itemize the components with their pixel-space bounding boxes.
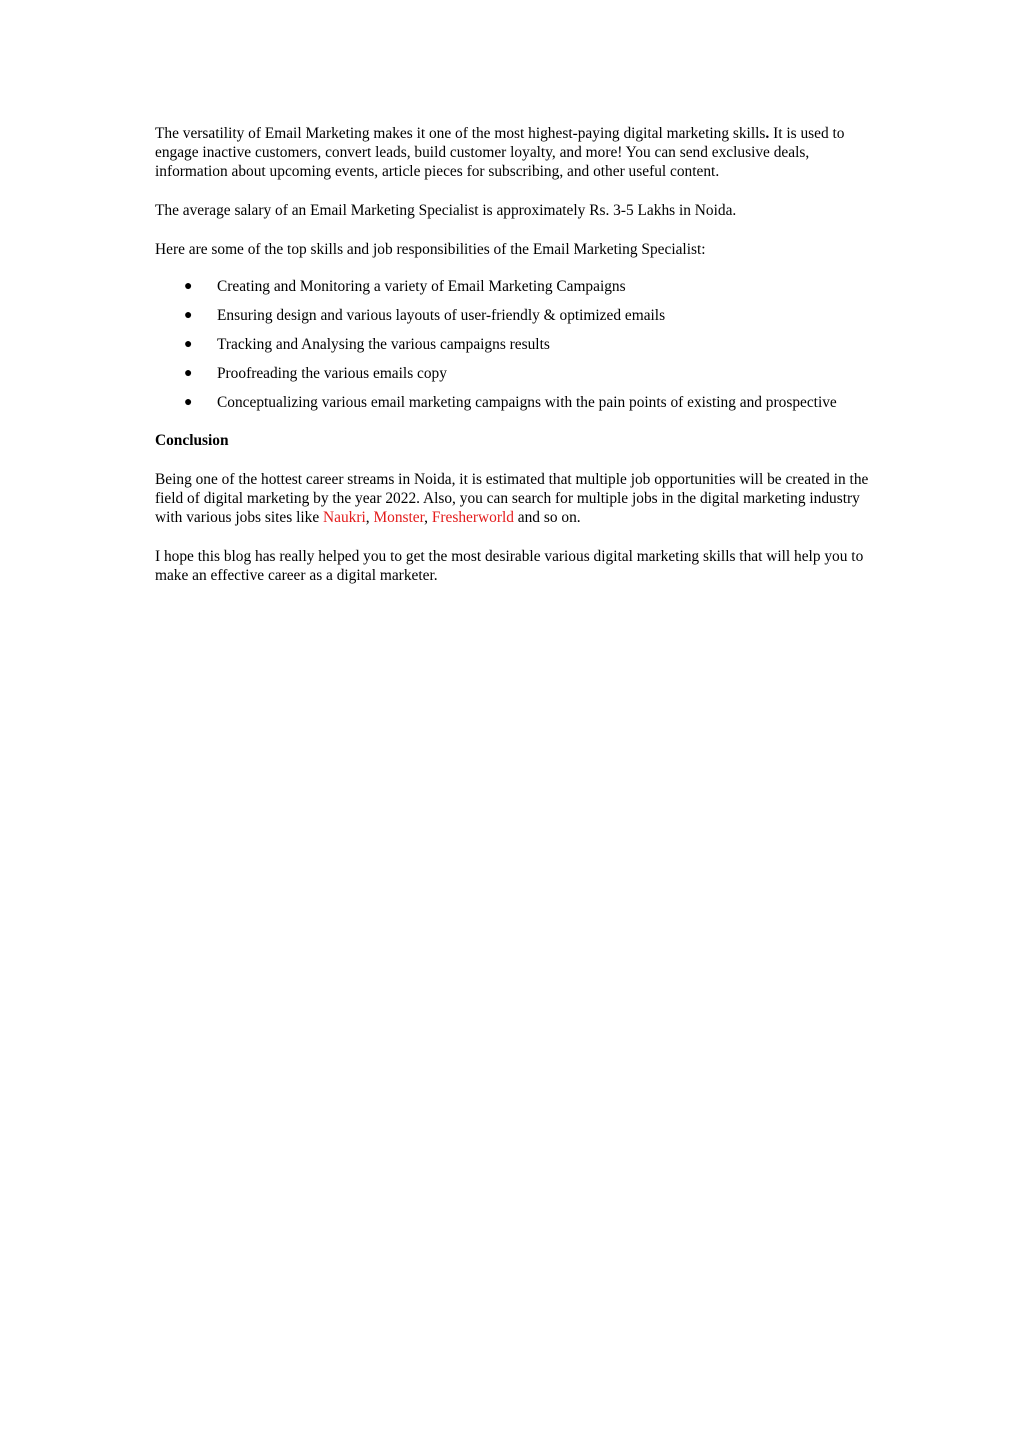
separator: ,: [365, 509, 374, 526]
list-item: [155, 335, 871, 364]
naukri-link[interactable]: Naukri: [323, 509, 366, 526]
bullet-icon: ●: [184, 337, 193, 352]
intro-text-b: It is used to engage inactive customers, convert leads, build customer loyalty, and more! You can send exclusive deals, information about upcoming events, article pieces for subscribing, and other useful content.: [155, 125, 845, 180]
document-page: [155, 124, 871, 605]
list-item-text: Ensuring design and various layouts of user-friendly & optimized emails: [217, 307, 666, 324]
intro-paragraph: [155, 124, 871, 181]
conclusion-text-b: and so on.: [513, 509, 581, 526]
list-item-text: Conceptualizing various email marketing campaigns with the pain points of existing and prospective: [217, 394, 837, 411]
list-item: [155, 393, 871, 422]
skills-list: [155, 277, 871, 422]
bullet-icon: ●: [184, 395, 193, 410]
skills-intro-paragraph: Here are some of the top skills and job responsibilities of the Email Marketing Specialist:: [155, 241, 706, 258]
conclusion-heading: Conclusion: [155, 432, 229, 449]
bullet-icon: ●: [184, 279, 193, 294]
list-item-text: Tracking and Analysing the various campaigns results: [217, 336, 550, 353]
list-item: [155, 277, 871, 306]
monster-link[interactable]: Monster: [373, 509, 425, 526]
list-item: [155, 364, 871, 393]
conclusion-paragraph: [155, 470, 871, 527]
bullet-icon: ●: [184, 366, 193, 381]
bullet-icon: ●: [184, 308, 193, 323]
conclusion-text-a: Being one of the hottest career streams in Noida, it is estimated that multiple job opportunities will be created in the field of digital marketing by the year 2022. Also, you can search for multiple jobs in the digital marketing industry with various jobs sites like: [155, 471, 869, 526]
intro-bold-period: .: [765, 125, 770, 142]
list-item: [155, 306, 871, 335]
fresherworld-link[interactable]: Fresherworld: [431, 509, 514, 526]
salary-paragraph: The average salary of an Email Marketing Specialist is approximately Rs. 3-5 Lakhs in Noida.: [155, 202, 737, 219]
separator: ,: [424, 509, 432, 526]
closing-paragraph: I hope this blog has really helped you to get the most desirable various digital marketing skills that will help you to make an effective career as a digital marketer.: [155, 548, 864, 584]
intro-text-a: The versatility of Email Marketing makes it one of the most highest-paying digital marketing skills: [155, 125, 766, 142]
list-item-text: Creating and Monitoring a variety of Email Marketing Campaigns: [217, 278, 626, 295]
list-item-text: Proofreading the various emails copy: [217, 365, 447, 382]
